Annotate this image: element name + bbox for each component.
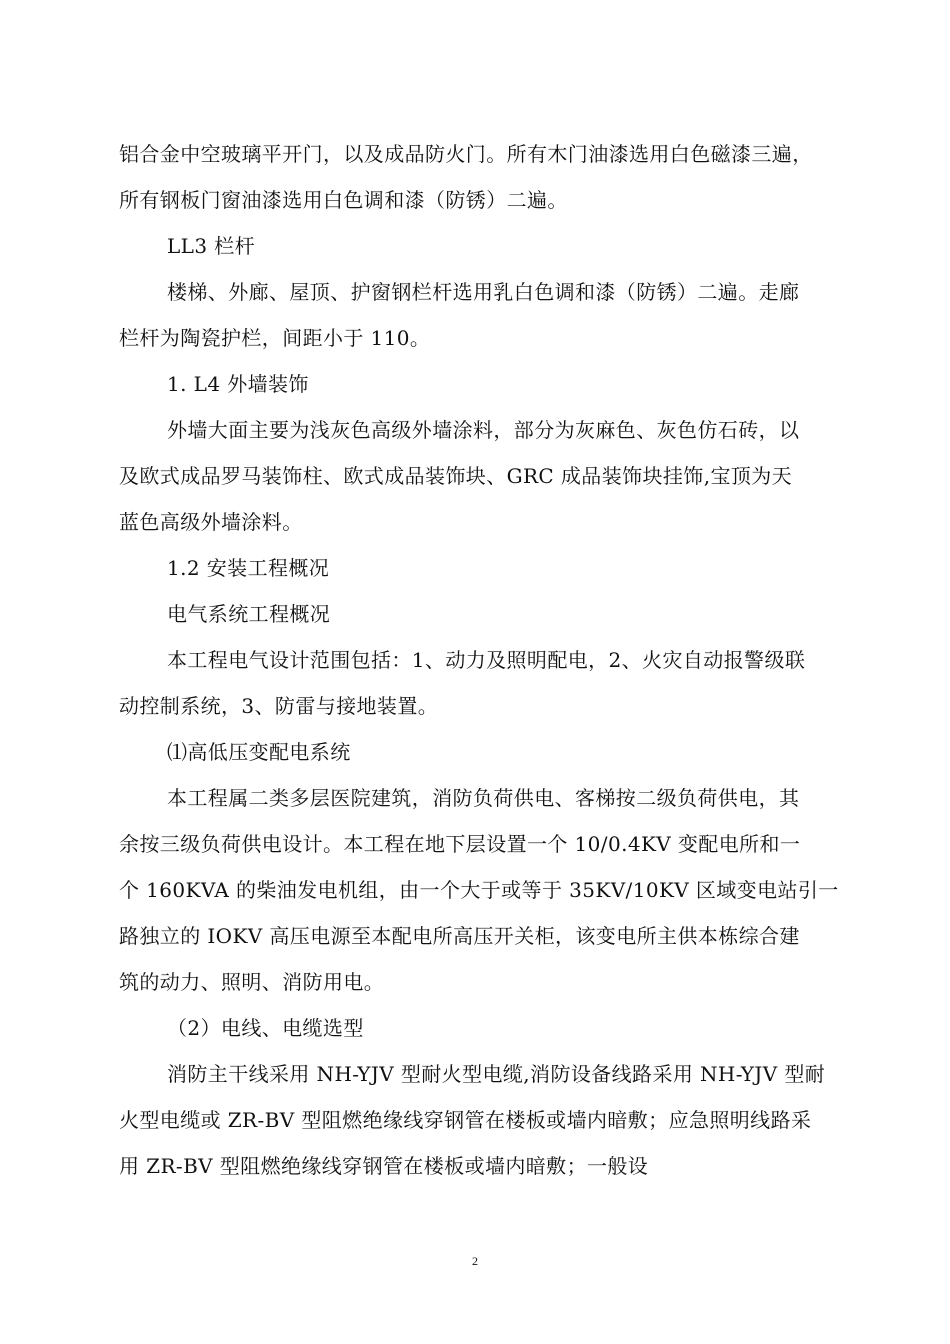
section-heading: LL3 栏杆 xyxy=(167,234,256,258)
section-heading: ⑴高低压变配电系统 xyxy=(167,740,351,764)
text-line: 栏杆为陶瓷护栏，间距小于 110。 xyxy=(119,326,431,350)
text-line: 个 160KVA 的柴油发电机组，由一个大于或等于 35KV/10KV 区域变电站引一 xyxy=(119,878,839,902)
text-line: 余按三级负荷供电设计。本工程在地下层设置一个 10/0.4KV 变配电所和一 xyxy=(119,832,801,856)
section-heading: 电气系统工程概况 xyxy=(167,602,331,626)
text-line: 蓝色高级外墙涂料。 xyxy=(119,510,303,534)
text-line: 本工程电气设计范围包括：1、动力及照明配电，2、火灾自动报警级联 xyxy=(167,648,806,672)
page-number: 2 xyxy=(472,1254,478,1268)
text-line: 用 ZR-BV 型阻燃绝缘线穿钢管在楼板或墙内暗敷；一般设 xyxy=(119,1154,649,1178)
text-line: 铝合金中空玻璃平开门，以及成品防火门。所有木门油漆选用白色磁漆三遍， xyxy=(119,142,813,166)
text-line: 楼梯、外廊、屋顶、护窗钢栏杆选用乳白色调和漆（防锈）二遍。走廊 xyxy=(167,280,800,304)
text-line: 路独立的 IOKV 高压电源至本配电所高压开关柜，该变电所主供本栋综合建 xyxy=(119,924,800,948)
text-line: 及欧式成品罗马装饰柱、欧式成品装饰块、GRC 成品装饰块挂饰,宝顶为天 xyxy=(119,464,793,488)
text-line: 消防主干线采用 NH-YJV 型耐火型电缆,消防设备线路采用 NH-YJV 型耐 xyxy=(167,1062,826,1086)
text-line: 本工程属二类多层医院建筑，消防负荷供电、客梯按二级负荷供电，其 xyxy=(167,786,800,810)
text-line: 动控制系统，3、防雷与接地装置。 xyxy=(119,694,439,718)
section-heading: 1. L4 外墙装饰 xyxy=(167,372,309,396)
text-line: 筑的动力、照明、消防用电。 xyxy=(119,970,385,994)
text-line: 所有钢板门窗油漆选用白色调和漆（防锈）二遍。 xyxy=(119,188,568,212)
document-body xyxy=(119,131,864,1189)
text-line: 火型电缆或 ZR-BV 型阻燃绝缘线穿钢管在楼板或墙内暗敷；应急照明线路采 xyxy=(119,1108,812,1132)
section-heading: （2）电线、电缆选型 xyxy=(167,1016,364,1040)
section-heading: 1.2 安装工程概况 xyxy=(167,556,330,580)
text-line: 外墙大面主要为浅灰色高级外墙涂料，部分为灰麻色、灰色仿石砖，以 xyxy=(167,418,800,442)
